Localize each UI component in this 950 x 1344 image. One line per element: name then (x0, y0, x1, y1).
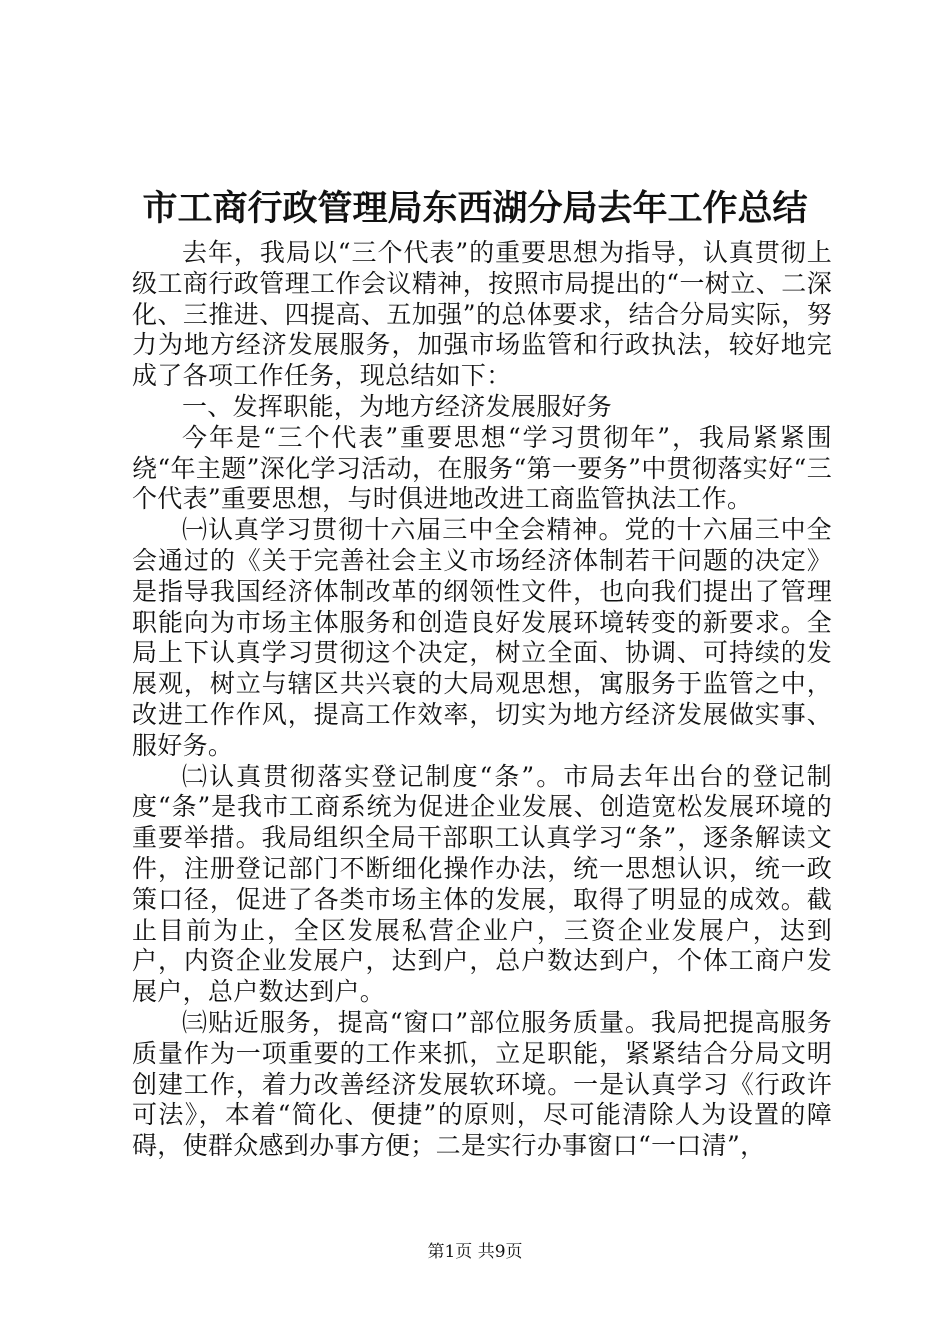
paragraph-item-2: ㈡认真贯彻落实登记制度“条”。市局去年出台的登记制度“条”是我市工商系统为促进企业发展、创造宽松发展环境的重要举措。我局组织全局干部职工认真学习“条”，逐条解读文件，注册登记部门不断细化操作办法，统一思想认识，统一政策口径，促进了各类市场主体的发展，取得了明显的成效。截止目前为止，全区发展私营企业户，三资企业发展户，达到户，内资企业发展户，达到户，总户数达到户，个体工商户发展户，总户数达到户。 (132, 761, 832, 1007)
document-title: 市工商行政管理局东西湖分局去年工作总结 (142, 188, 808, 229)
section-heading-1: 一、发挥职能，为地方经济发展服好务 (182, 391, 613, 421)
page-number-footer: 第1页 共9页 (427, 1242, 523, 1262)
document-body (132, 238, 832, 1162)
paragraph-intro: 去年，我局以“三个代表”的重要思想为指导，认真贯彻上级工商行政管理工作会议精神，按照市局提出的“一树立、二深化、三推进、四提高、五加强”的总体要求，结合分局实际，努力为地方经济发展服务，加强市场监管和行政执法，较好地完成了各项工作任务，现总结如下： (132, 238, 832, 391)
paragraph-item-3: ㈢贴近服务，提高“窗口”部位服务质量。我局把提高服务质量作为一项重要的工作来抓，立足职能，紧紧结合分局文明创建工作，着力改善经济发展软环境。一是认真学习《行政许可法》，本着“简化、便捷”的原则，尽可能清除人为设置的障碍，使群众感到办事方便；二是实行办事窗口“一口清”， (132, 1007, 832, 1161)
paragraph-item-1: ㈠认真学习贯彻十六届三中全会精神。党的十六届三中全会通过的《关于完善社会主义市场经济体制若干问题的决定》是指导我国经济体制改革的纲领性文件，也向我们提出了管理职能向为市场主体服务和创造良好发展环境转变的新要求。全局上下认真学习贯彻这个决定，树立全面、协调、可持续的发展观，树立与辖区共兴衰的大局观思想，寓服务于监管之中，改进工作作风，提高工作效率，切实为地方经济发展做实事、服好务。 (132, 515, 832, 760)
paragraph-theme-year: 今年是“三个代表”重要思想“学习贯彻年”，我局紧紧围绕“年主题”深化学习活动，在服务“第一要务”中贯彻落实好“三个代表”重要思想，与时俱进地改进工商监管执法工作。 (132, 422, 832, 514)
